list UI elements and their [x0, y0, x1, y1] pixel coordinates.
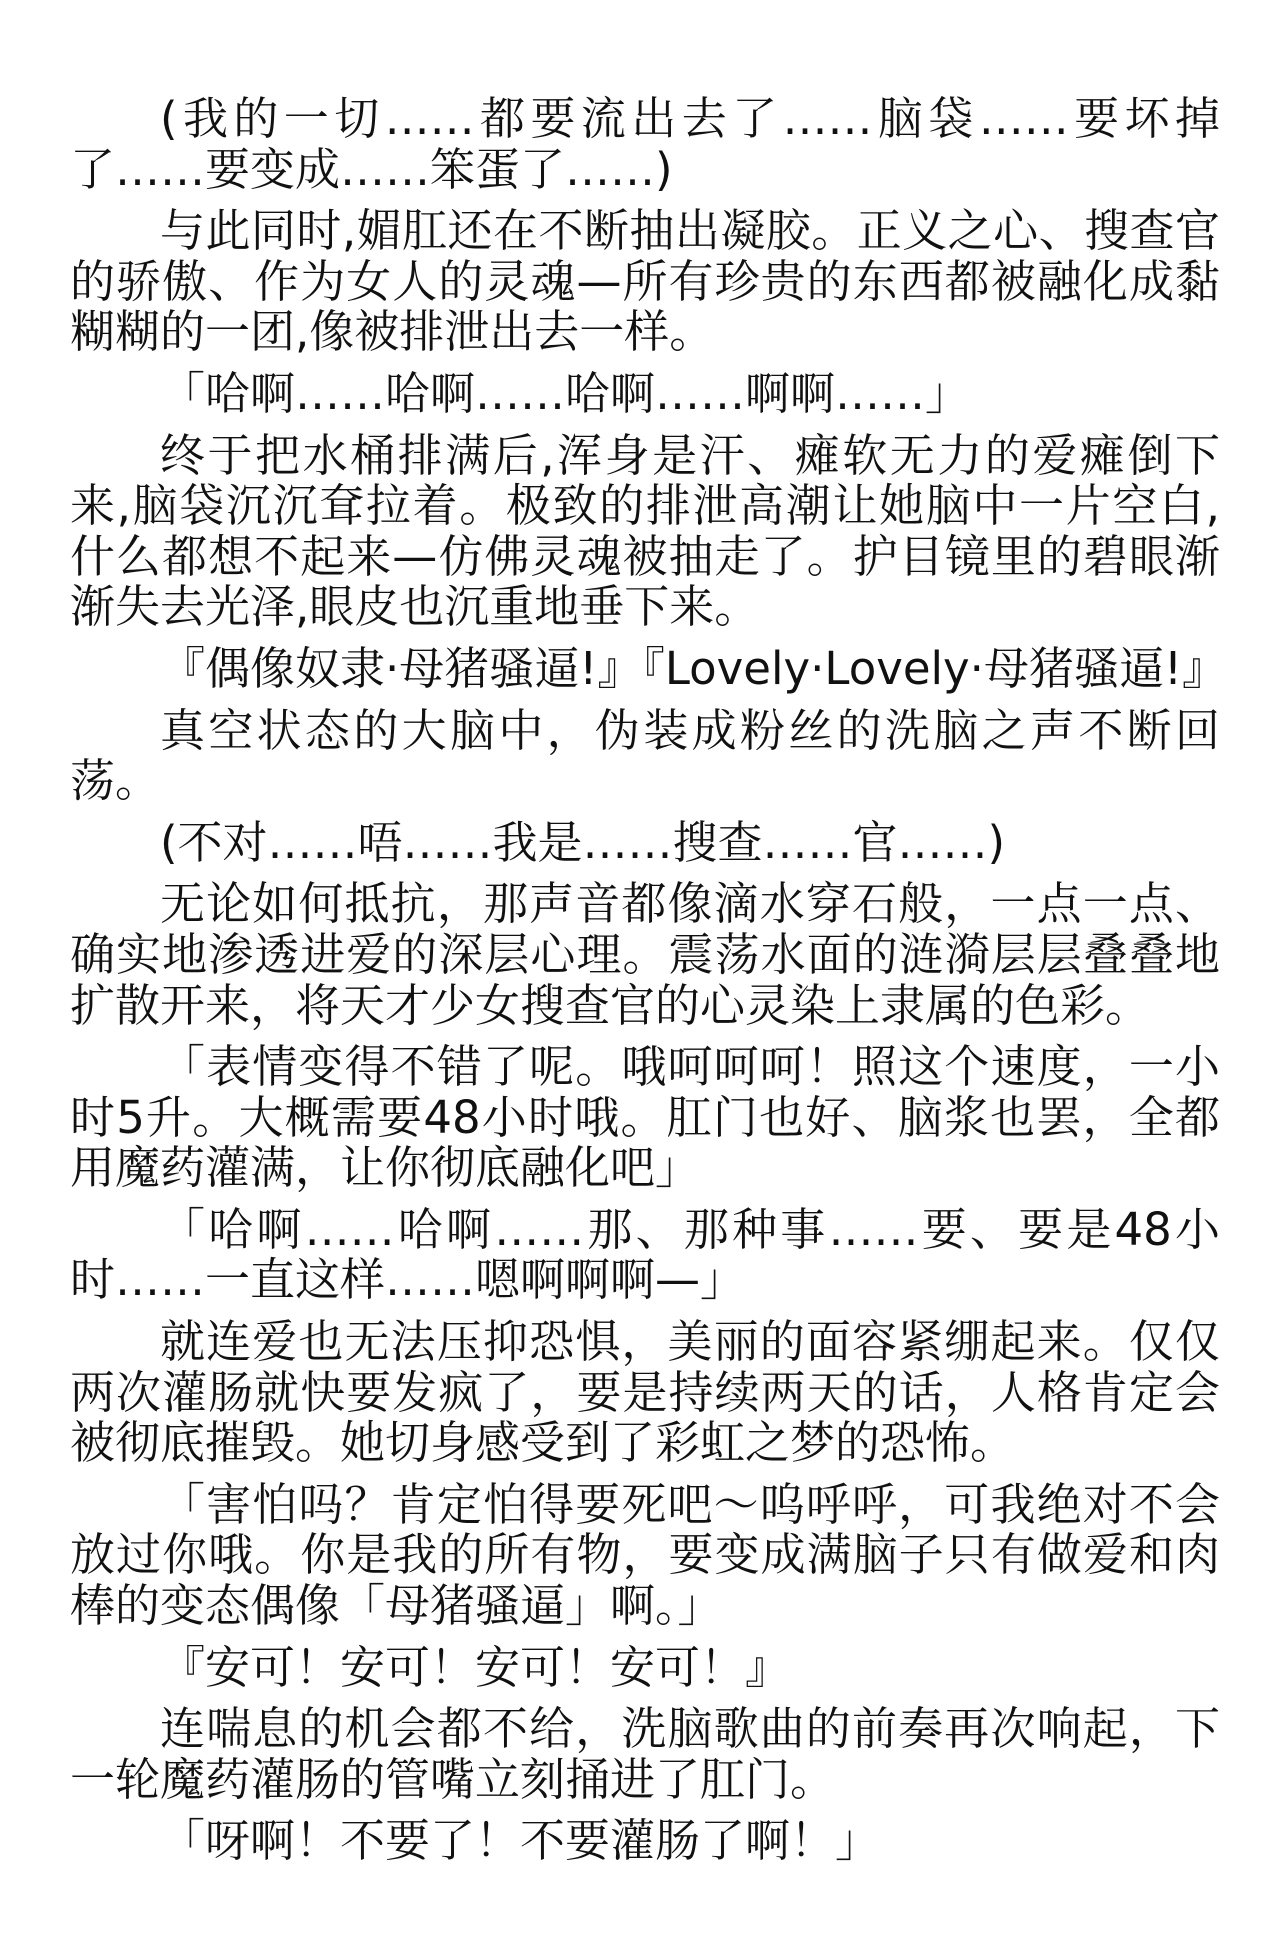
paragraph: 「害怕吗？肯定怕得要死吧～呜呼呼，可我绝对不会放过你哦。你是我的所有物，要变成满脑子只有做爱和肉棒的变态偶像「母猪骚逼」啊。」	[70, 1477, 1220, 1633]
paragraph: 「表情变得不错了呢。哦呵呵呵！照这个速度，一小时5升。大概需要48小时哦。肛门也好、脑浆也罢，全都用魔药灌满，让你彻底融化吧」	[70, 1040, 1220, 1195]
paragraph: 「呀啊！不要了！不要灌肠了啊！」	[160, 1814, 881, 1868]
paragraph: 『安可！安可！安可！安可！』	[160, 1640, 791, 1694]
paragraph: 真空状态的大脑中，伪装成粉丝的洗脑之声不断回荡。	[70, 703, 1220, 808]
paragraph: 与此同时,媚肛还在不断抽出凝胶。正义之心、搜查官的骄傲、作为女人的灵魂—所有珍贵的东西都被融化成黏糊糊的一团,像被排泄出去一样。	[70, 204, 1220, 359]
paragraph: 「哈啊……哈啊……那、那种事……要、要是48小时……一直这样……嗯啊啊啊—」	[70, 1202, 1220, 1307]
paragraph: 无论如何抵抗，那声音都像滴水穿石般，一点一点、确实地渗透进爱的深层心理。震荡水面的涟漪层层叠叠地扩散开来，将天才少女搜查官的心灵染上隶属的色彩。	[70, 877, 1220, 1032]
paragraph: (我的一切……都要流出去了……脑袋……要坏掉了……要变成……笨蛋了……)	[70, 92, 1220, 196]
paragraph: (不对……唔……我是……搜查……官……)	[160, 815, 1006, 869]
paragraph: 连喘息的机会都不给，洗脑歌曲的前奏再次响起，下一轮魔药灌肠的管嘴立刻捅进了肛门。	[70, 1702, 1220, 1806]
paragraph: 『偶像奴隶·母猪骚逼!』『Lovely·Lovely·母猪骚逼!』	[160, 641, 1228, 695]
paragraph: 就连爱也无法压抑恐惧，美丽的面容紧绷起来。仅仅两次灌肠就快要发疯了，要是持续两天的话，人格肯定会被彻底摧毁。她切身感受到了彩虹之梦的恐怖。	[70, 1315, 1220, 1470]
document-page	[70, 92, 1228, 1878]
paragraph: 「哈啊……哈啊……哈啊……啊啊……」	[160, 366, 971, 420]
paragraph: 终于把水桶排满后,浑身是汗、瘫软无力的爱瘫倒下来,脑袋沉沉耷拉着。极致的排泄高潮让她脑中一片空白,什么都想不起来—仿佛灵魂被抽走了。护目镜里的碧眼渐渐失去光泽,眼皮也沉重地垂下来。	[70, 428, 1220, 634]
